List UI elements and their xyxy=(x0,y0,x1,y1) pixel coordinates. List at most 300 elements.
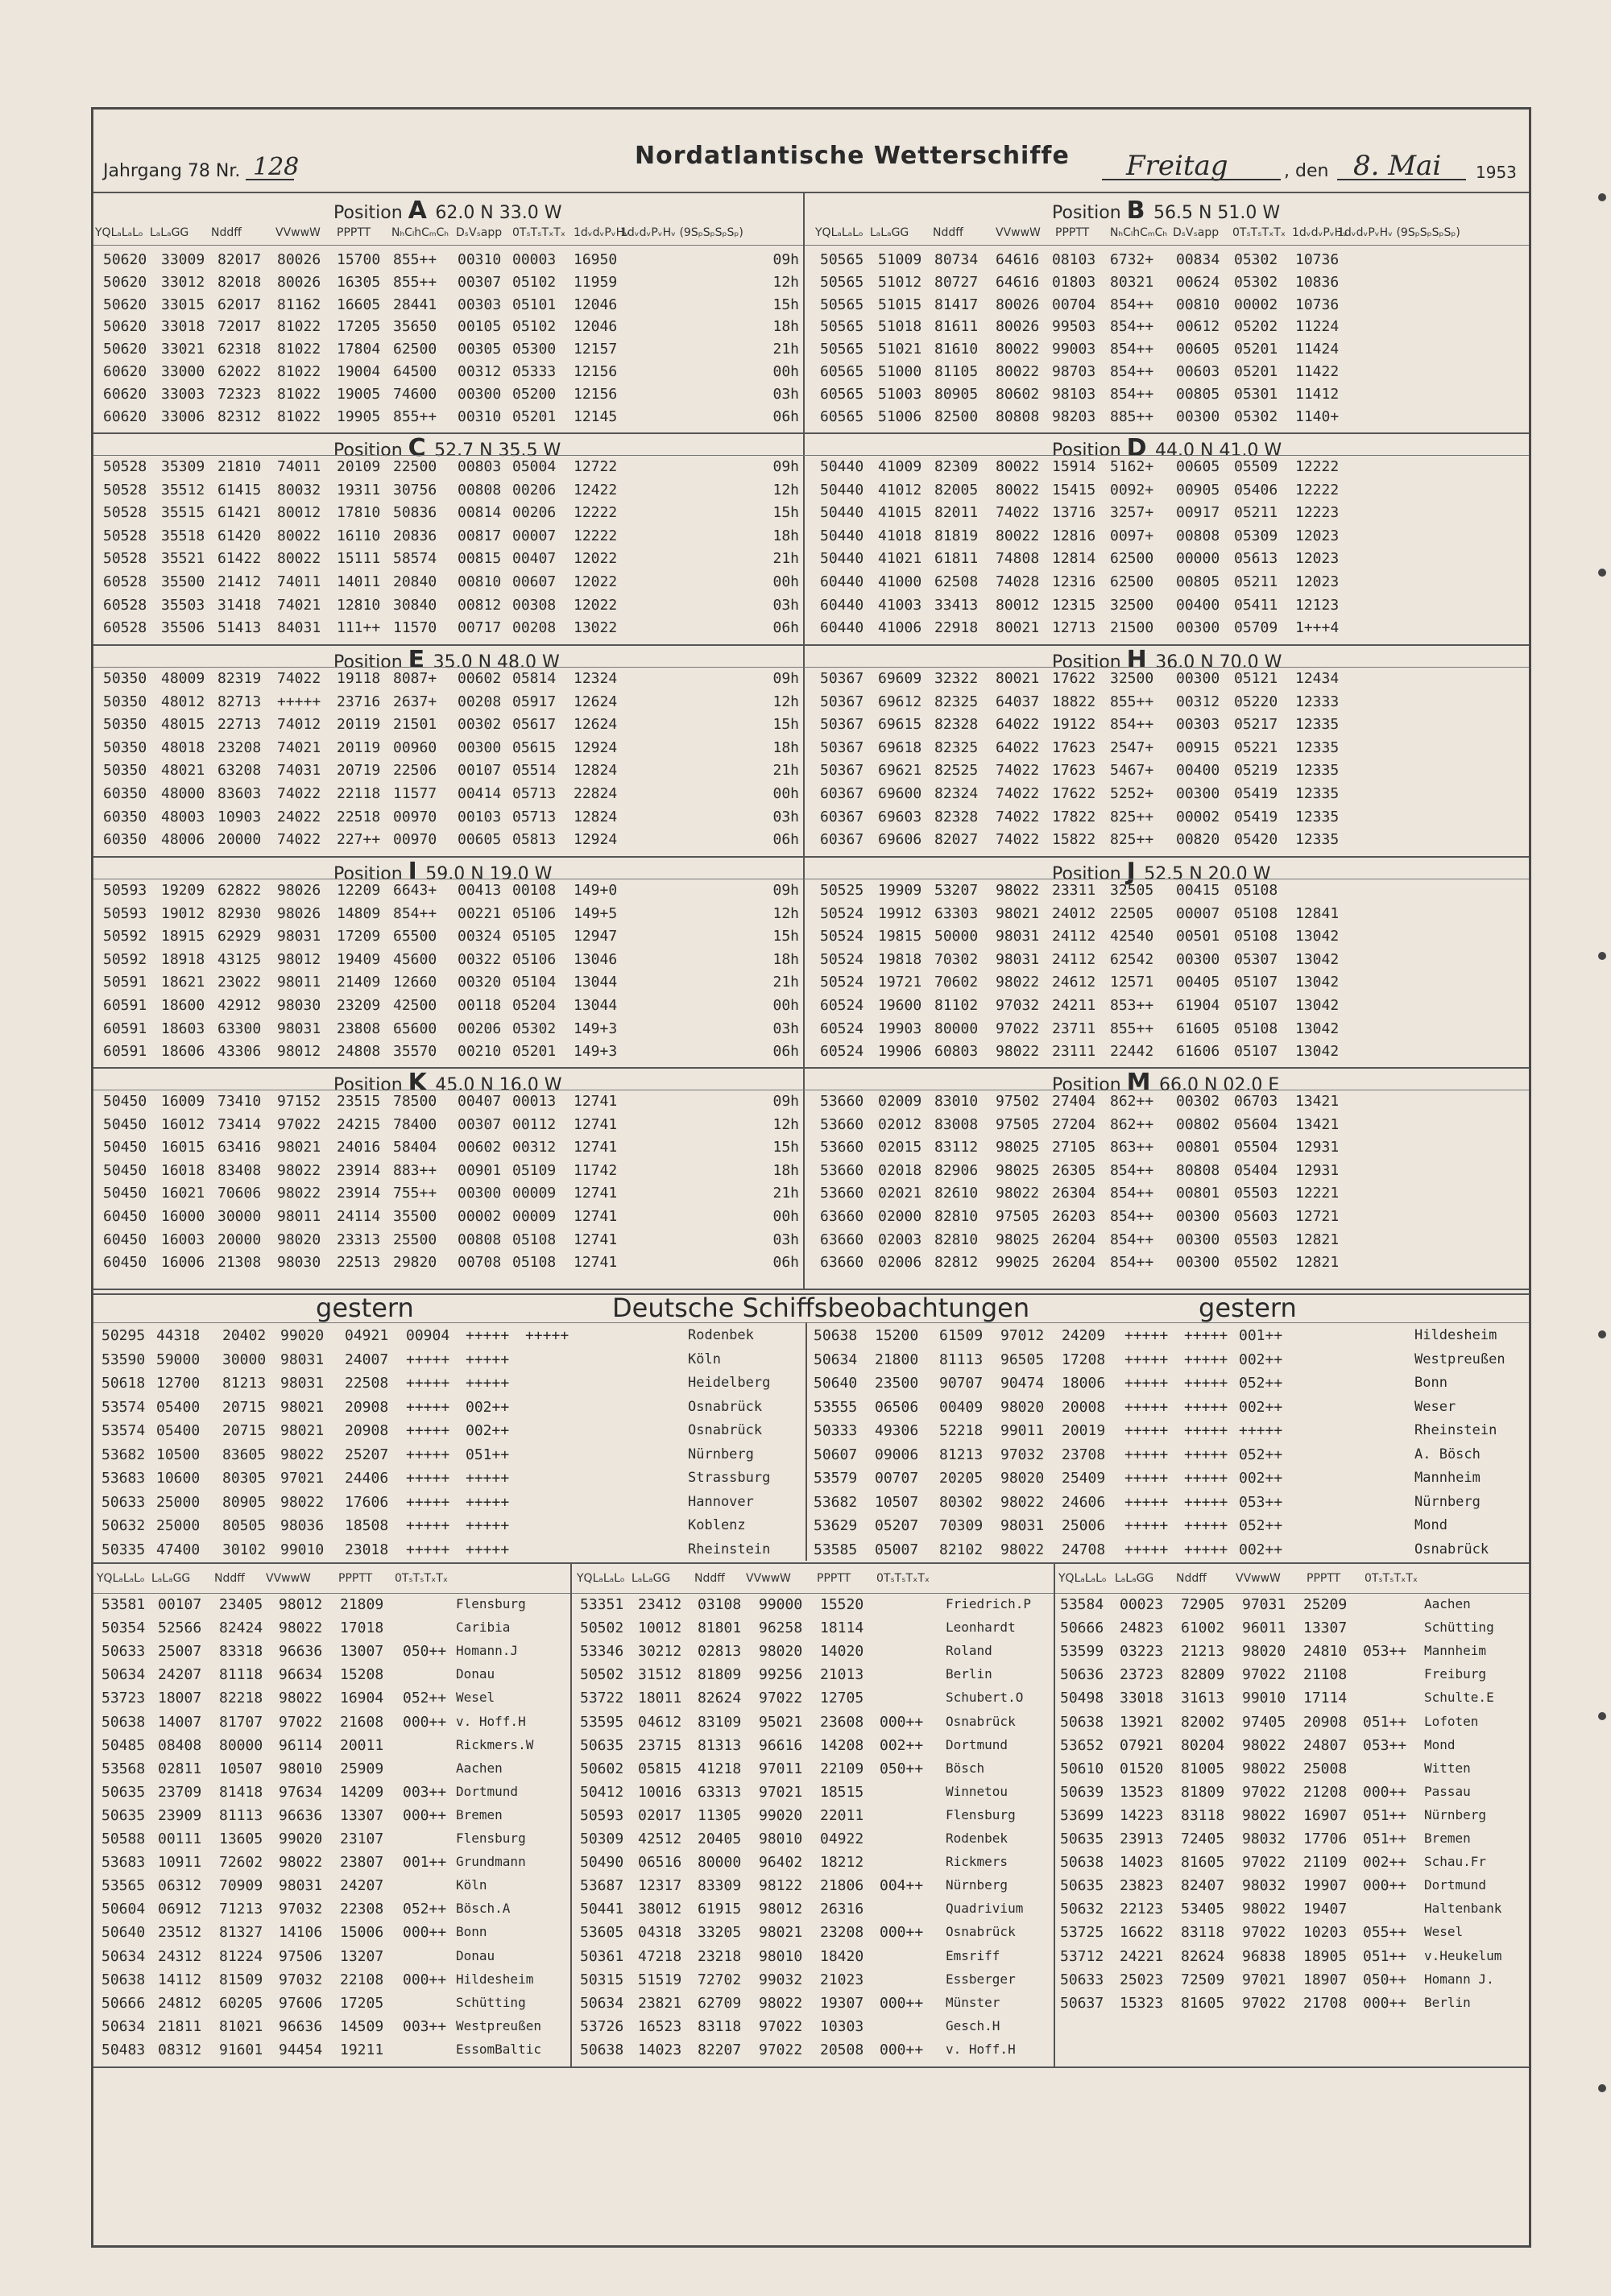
data-cell: 98022 xyxy=(996,1185,1040,1202)
german-cell: 052++ xyxy=(1239,1517,1283,1534)
bottom-cell: 50666 xyxy=(1060,1620,1104,1637)
german-cell: +++++ xyxy=(406,1541,450,1558)
data-cell: 82325 xyxy=(934,693,979,710)
bottom-cell: 97022 xyxy=(759,2041,803,2058)
data-cell: 60367 xyxy=(820,808,864,825)
position-letter: H xyxy=(1126,646,1156,674)
position-label: Position xyxy=(1052,652,1127,672)
data-cell: 05202 xyxy=(1234,318,1278,336)
bottom-cell: 97022 xyxy=(1242,1783,1286,1801)
bottom-cell: 23512 xyxy=(158,1924,202,1942)
data-cell: 80022 xyxy=(996,481,1040,499)
bottom-cell: 10507 xyxy=(219,1760,263,1777)
position-coords: 52.5 N 20.0 W xyxy=(1144,864,1271,884)
bottom-cell: 20011 xyxy=(340,1736,384,1754)
data-cell: 22918 xyxy=(934,619,979,637)
data-cell: 24112 xyxy=(1052,950,1096,968)
data-cell: 00810 xyxy=(1176,296,1220,313)
data-cell: 16021 xyxy=(161,1185,205,1202)
data-cell: 50367 xyxy=(820,762,864,780)
col-header-left: Nddff xyxy=(211,226,242,239)
data-cell: 12315 xyxy=(1052,596,1096,614)
german-cell: Köln xyxy=(688,1351,721,1367)
data-cell: 14809 xyxy=(337,904,381,922)
observation-time: 18h xyxy=(772,318,799,336)
german-cell: 90707 xyxy=(939,1375,984,1392)
data-cell: 05106 xyxy=(512,904,557,922)
data-cell: 12660 xyxy=(393,974,437,991)
data-cell: 05102 xyxy=(512,318,557,336)
bottom-cell: 000++ xyxy=(880,1994,924,2012)
bottom-cell: Schulte.E xyxy=(1424,1690,1494,1706)
col-header-right: VVwwW xyxy=(996,226,1041,239)
data-cell: 05509 xyxy=(1234,458,1278,475)
data-cell: 05307 xyxy=(1234,950,1278,968)
data-cell: 18621 xyxy=(161,974,205,991)
data-cell: 98021 xyxy=(277,1139,321,1156)
data-cell: 00300 xyxy=(1176,1254,1220,1272)
data-cell: 74031 xyxy=(277,762,321,780)
data-cell: 5162+ xyxy=(1110,458,1154,475)
bottom-cell: 18114 xyxy=(820,1620,864,1637)
bottom-cell: 04922 xyxy=(820,1831,864,1847)
data-cell: 98011 xyxy=(277,974,321,991)
bottom-cell: Schütting xyxy=(1424,1620,1494,1636)
bottom-cell: Donau xyxy=(456,1666,495,1682)
german-cell: 10600 xyxy=(156,1470,201,1487)
data-cell: 98020 xyxy=(277,1231,321,1248)
data-cell: 854++ xyxy=(1110,1254,1154,1272)
data-cell: 00414 xyxy=(458,785,502,802)
data-cell: 00206 xyxy=(512,481,557,499)
data-cell: 22500 xyxy=(393,458,437,475)
bottom-cell: 15520 xyxy=(820,1596,864,1613)
data-cell: 11422 xyxy=(1295,363,1340,380)
data-cell: 13042 xyxy=(1295,950,1340,968)
data-cell: 21412 xyxy=(217,573,262,590)
bottom-cell: 21213 xyxy=(1181,1643,1225,1661)
data-cell: 98025 xyxy=(996,1161,1040,1179)
data-cell: 74021 xyxy=(277,596,321,614)
bottom-cell: Freiburg xyxy=(1424,1666,1487,1682)
bottom-cell: 000++ xyxy=(880,1924,924,1942)
data-cell: 24022 xyxy=(277,808,321,825)
data-cell: 854++ xyxy=(1110,1161,1154,1179)
data-cell: 17822 xyxy=(1052,808,1096,825)
data-cell: 50565 xyxy=(820,318,864,336)
data-cell: 22713 xyxy=(217,716,262,734)
data-cell: 01803 xyxy=(1052,273,1096,291)
bottom-cell: 97032 xyxy=(279,1901,323,1918)
data-cell: 32500 xyxy=(1110,670,1154,687)
data-cell: 22513 xyxy=(337,1254,381,1272)
data-cell: 17209 xyxy=(337,928,381,945)
bottom-cell: 50412 xyxy=(580,1783,624,1801)
data-cell: 62542 xyxy=(1110,950,1154,968)
bottom-cell: 53712 xyxy=(1060,1947,1104,1965)
german-cell: +++++ xyxy=(1124,1375,1169,1392)
bottom-cell: 20508 xyxy=(820,2041,864,2058)
data-cell: 12721 xyxy=(1295,1208,1340,1225)
data-cell: 82525 xyxy=(934,762,979,780)
data-cell: 12824 xyxy=(574,762,618,780)
data-cell: 82906 xyxy=(934,1161,979,1179)
data-cell: 50591 xyxy=(103,974,147,991)
data-cell: 60528 xyxy=(103,619,147,637)
bottom-cell: 050++ xyxy=(1363,1971,1407,1988)
data-cell: 12947 xyxy=(574,928,618,945)
bottom-cell: 63313 xyxy=(698,1783,742,1801)
data-cell: 51015 xyxy=(878,296,922,313)
data-cell: 50528 xyxy=(103,504,147,522)
data-cell: 05201 xyxy=(1234,341,1278,358)
bottom-cell: 97022 xyxy=(1242,1666,1286,1684)
data-cell: 12023 xyxy=(1295,527,1340,544)
data-cell: 97022 xyxy=(996,1020,1040,1037)
german-cell: 98022 xyxy=(280,1493,325,1511)
bottom-cell: 50502 xyxy=(580,1620,624,1637)
german-cell: 00707 xyxy=(875,1470,919,1487)
data-cell: 12931 xyxy=(1295,1161,1340,1179)
data-cell: 80012 xyxy=(277,504,321,522)
data-cell: 82005 xyxy=(934,481,979,499)
data-cell: 50440 xyxy=(820,481,864,499)
bottom-cell: 24823 xyxy=(1120,1620,1164,1637)
data-cell: 11224 xyxy=(1295,318,1340,336)
german-cell: +++++ xyxy=(466,1470,510,1487)
data-cell: 00308 xyxy=(512,596,557,614)
data-cell: 00210 xyxy=(458,1043,502,1061)
data-cell: 50565 xyxy=(820,341,864,358)
bottom-cell: 19211 xyxy=(340,2041,384,2058)
bottom-cell: 14112 xyxy=(158,1971,202,1988)
bottom-cell: 03223 xyxy=(1120,1643,1164,1661)
bottom-cell: 052++ xyxy=(403,1690,447,1707)
bottom-cell: 22108 xyxy=(340,1971,384,1988)
data-cell: 05615 xyxy=(512,738,557,756)
bottom-cell: v. Hoff.H xyxy=(946,2041,1016,2057)
data-cell: 60450 xyxy=(103,1254,147,1272)
data-cell: 81610 xyxy=(934,341,979,358)
data-cell: 00300 xyxy=(458,738,502,756)
data-cell: 12722 xyxy=(574,458,618,475)
position-letter: I xyxy=(408,858,426,886)
data-cell: 18600 xyxy=(161,997,205,1014)
bottom-cell: 98022 xyxy=(1242,1760,1286,1777)
bottom-col-header: VVwwW xyxy=(266,1572,311,1585)
bottom-cell: Essberger xyxy=(946,1971,1016,1987)
data-cell: 00007 xyxy=(1176,904,1220,922)
data-cell: 48012 xyxy=(161,693,205,710)
bottom-cell: 81605 xyxy=(1181,1994,1225,2012)
data-cell: 24612 xyxy=(1052,974,1096,991)
data-cell: 00917 xyxy=(1176,504,1220,522)
data-cell: 05302 xyxy=(1234,407,1278,425)
data-cell: 35500 xyxy=(393,1208,437,1225)
bottom-cell: Dortmund xyxy=(946,1736,1008,1752)
position-coords: 44.0 N 41.0 W xyxy=(1155,441,1282,461)
german-cell: 15200 xyxy=(875,1327,919,1344)
bottom-cell: 10203 xyxy=(1303,1924,1348,1942)
bottom-cell: 06912 xyxy=(158,1901,202,1918)
bottom-cell: 96634 xyxy=(279,1666,323,1684)
data-cell: 05121 xyxy=(1234,670,1278,687)
rule-title-under xyxy=(93,455,1529,456)
data-cell: 12046 xyxy=(574,296,618,313)
position-label: Position xyxy=(333,441,408,461)
data-cell: 00817 xyxy=(458,527,502,544)
data-cell: 80905 xyxy=(934,385,979,403)
german-cell: 50633 xyxy=(101,1493,146,1511)
german-cell: 20908 xyxy=(345,1422,389,1439)
data-cell: 12741 xyxy=(574,1093,618,1110)
bottom-cell: 33205 xyxy=(698,1924,742,1942)
bottom-cell: 25209 xyxy=(1303,1596,1348,1613)
bottom-cell: Rickmers.W xyxy=(456,1736,534,1752)
bottom-cell: 81005 xyxy=(1181,1760,1225,1777)
bottom-col-header: Nddff xyxy=(694,1572,725,1585)
data-cell: 12222 xyxy=(574,504,618,522)
german-cell: 22508 xyxy=(345,1375,389,1392)
data-cell: 02009 xyxy=(878,1093,922,1110)
german-cell: +++++ xyxy=(1184,1446,1228,1463)
data-cell: 80022 xyxy=(277,527,321,544)
bottom-cell: 97022 xyxy=(1242,1994,1286,2012)
data-cell: 19012 xyxy=(161,904,205,922)
bottom-cell: 97021 xyxy=(759,1783,803,1801)
col-header-right: NₕCₗhCₘCₕ xyxy=(1110,226,1168,239)
data-cell: 27404 xyxy=(1052,1093,1096,1110)
data-cell: 50620 xyxy=(103,251,147,268)
data-cell: 05709 xyxy=(1234,619,1278,637)
col-header-left: DₛVₛapp xyxy=(456,226,503,239)
data-cell: 29820 xyxy=(393,1254,437,1272)
german-cell: 97021 xyxy=(280,1470,325,1487)
data-cell: 60620 xyxy=(103,363,147,380)
german-cell: 051++ xyxy=(466,1446,510,1463)
data-cell: 00324 xyxy=(458,928,502,945)
data-cell: 00901 xyxy=(458,1161,502,1179)
data-cell: 50367 xyxy=(820,716,864,734)
data-cell: 53207 xyxy=(934,882,979,899)
data-cell: 72323 xyxy=(217,385,262,403)
data-cell: 00820 xyxy=(1176,831,1220,849)
data-cell: 50440 xyxy=(820,504,864,522)
data-cell: 60620 xyxy=(103,385,147,403)
data-cell: 30840 xyxy=(393,596,437,614)
german-cell: +++++ xyxy=(1124,1470,1169,1487)
data-cell: 22518 xyxy=(337,808,381,825)
data-cell: 82930 xyxy=(217,904,262,922)
data-cell: 50565 xyxy=(820,251,864,268)
bottom-cell: Wesel xyxy=(456,1690,495,1706)
data-cell: 35506 xyxy=(161,619,205,637)
bottom-col-header: PPPTT xyxy=(338,1572,373,1585)
data-cell: 15822 xyxy=(1052,831,1096,849)
data-cell: 26204 xyxy=(1052,1254,1096,1272)
data-cell: 19118 xyxy=(337,670,381,687)
bottom-cell: 24812 xyxy=(158,1994,202,2012)
col-header-left: VVwwW xyxy=(275,226,321,239)
data-cell: 12335 xyxy=(1295,785,1340,802)
data-cell: 30756 xyxy=(393,481,437,499)
data-cell: 19815 xyxy=(878,928,922,945)
data-cell: 13046 xyxy=(574,950,618,968)
data-cell: 69606 xyxy=(878,831,922,849)
bottom-cell: 50638 xyxy=(1060,1713,1104,1731)
data-cell: 12810 xyxy=(337,596,381,614)
data-cell: 00310 xyxy=(458,251,502,268)
data-cell: 16000 xyxy=(161,1208,205,1225)
data-cell: 64022 xyxy=(996,716,1040,734)
data-cell: 35512 xyxy=(161,481,205,499)
bottom-cell: 50638 xyxy=(101,1971,146,1988)
data-cell: 05613 xyxy=(1234,550,1278,568)
german-cell: 83605 xyxy=(222,1446,267,1463)
bottom-cell: 10303 xyxy=(820,2017,864,2035)
bottom-cell: 97606 xyxy=(279,1994,323,2012)
data-cell: 98030 xyxy=(277,997,321,1014)
col-header-right: YQLₐLₐLₒ xyxy=(815,226,863,239)
bottom-cell: 81021 xyxy=(219,2017,263,2035)
data-cell: 12434 xyxy=(1295,670,1340,687)
bottom-cell: 31512 xyxy=(638,1666,682,1684)
german-cell: 52218 xyxy=(939,1422,984,1439)
bottom-cell: 02017 xyxy=(638,1806,682,1824)
bottom-cell: 70909 xyxy=(219,1877,263,1895)
bottom-cell: 99020 xyxy=(759,1806,803,1824)
german-cell: 23500 xyxy=(875,1375,919,1392)
data-cell: 02015 xyxy=(878,1139,922,1156)
observation-time: 15h xyxy=(772,504,799,522)
data-cell: 12209 xyxy=(337,882,381,899)
center-divider xyxy=(803,432,805,644)
bottom-cell: Mannheim xyxy=(1424,1643,1487,1659)
bottom-cell: 53346 xyxy=(580,1643,624,1661)
bottom-cell: 96258 xyxy=(759,1620,803,1637)
data-cell: 61420 xyxy=(217,527,262,544)
data-cell: 00805 xyxy=(1176,573,1220,590)
data-cell: 74012 xyxy=(277,716,321,734)
data-cell: 2547+ xyxy=(1110,738,1154,756)
bottom-cell: 96402 xyxy=(759,1854,803,1872)
observation-time: 09h xyxy=(772,670,799,687)
data-cell: 12022 xyxy=(574,596,618,614)
gestern-right: gestern xyxy=(1199,1293,1297,1323)
bottom-cell: 13307 xyxy=(340,1806,384,1824)
data-cell: 00009 xyxy=(512,1208,557,1225)
data-cell: 00000 xyxy=(1176,550,1220,568)
data-cell: 48000 xyxy=(161,785,205,802)
bottom-cell: Donau xyxy=(456,1947,495,1963)
data-cell: 82328 xyxy=(934,716,979,734)
data-cell: 74011 xyxy=(277,458,321,475)
data-cell: 00307 xyxy=(458,273,502,291)
bottom-cell: 21208 xyxy=(1303,1783,1348,1801)
data-cell: 80602 xyxy=(996,385,1040,403)
data-cell: 50450 xyxy=(103,1093,147,1110)
bottom-cell: 002++ xyxy=(880,1736,924,1754)
data-cell: 149+3 xyxy=(574,1020,618,1037)
data-cell: 855++ xyxy=(1110,1020,1154,1037)
data-cell: 05201 xyxy=(1234,363,1278,380)
position-letter: E xyxy=(408,646,433,674)
bottom-cell: Witten xyxy=(1424,1760,1471,1776)
bottom-cell: 000++ xyxy=(1363,1877,1407,1895)
german-cell: +++++ xyxy=(1184,1470,1228,1487)
bottom-cell: 97031 xyxy=(1242,1596,1286,1613)
bottom-cell: 23909 xyxy=(158,1806,202,1824)
data-cell: 23022 xyxy=(217,974,262,991)
german-cell: 002++ xyxy=(1239,1470,1283,1487)
data-cell: 80734 xyxy=(934,251,979,268)
data-cell: 05411 xyxy=(1234,596,1278,614)
data-cell: 18915 xyxy=(161,928,205,945)
position-title-right xyxy=(1052,197,1280,225)
bottom-cell: 051++ xyxy=(1363,1713,1407,1731)
german-cell: +++++ xyxy=(1124,1327,1169,1344)
data-cell: 17622 xyxy=(1052,785,1096,802)
bottom-cell: 50604 xyxy=(101,1901,146,1918)
data-cell: 35309 xyxy=(161,458,205,475)
data-cell: 5467+ xyxy=(1110,762,1154,780)
bottom-cell: 50634 xyxy=(101,1947,146,1965)
german-cell: 50634 xyxy=(814,1351,858,1368)
data-cell: 00206 xyxy=(512,504,557,522)
data-cell: 1+++4 xyxy=(1295,619,1340,637)
data-cell: 05108 xyxy=(512,1254,557,1272)
bottom-cell: 25023 xyxy=(1120,1971,1164,1988)
data-cell: 12156 xyxy=(574,363,618,380)
bottom-cell: Osnabrück xyxy=(946,1924,1016,1940)
bottom-cell: 51519 xyxy=(638,1971,682,1988)
bottom-cell: 94454 xyxy=(279,2041,323,2058)
data-cell: 5252+ xyxy=(1110,785,1154,802)
data-cell: 12624 xyxy=(574,716,618,734)
observation-time: 12h xyxy=(772,904,799,922)
german-cell: 23018 xyxy=(345,1541,389,1558)
data-cell: 12022 xyxy=(574,573,618,590)
german-cell: +++++ xyxy=(466,1351,510,1368)
position-coords: 35.0 N 48.0 W xyxy=(433,652,560,672)
german-cell: Heidelberg xyxy=(688,1375,771,1391)
data-cell: 13042 xyxy=(1295,1043,1340,1061)
data-cell: 05201 xyxy=(512,407,557,425)
bottom-cell: 96114 xyxy=(279,1736,323,1754)
bottom-cell: 83118 xyxy=(1181,1924,1225,1942)
german-title: Deutsche Schiffsbeobachtungen xyxy=(612,1293,1030,1323)
data-cell: 00960 xyxy=(393,738,437,756)
data-cell: 00810 xyxy=(458,573,502,590)
rule-block-bottom xyxy=(93,432,1529,434)
bottom-cell: Friedrich.P xyxy=(946,1596,1031,1611)
data-cell: 00834 xyxy=(1176,251,1220,268)
bottom-cell: 82624 xyxy=(698,1690,742,1707)
data-cell: 50440 xyxy=(820,550,864,568)
data-cell: 98025 xyxy=(996,1139,1040,1156)
bottom-cell: Dortmund xyxy=(456,1783,519,1799)
data-cell: 61422 xyxy=(217,550,262,568)
data-cell: 61606 xyxy=(1176,1043,1220,1061)
data-cell: 23313 xyxy=(337,1231,381,1248)
data-cell: 98022 xyxy=(996,1043,1040,1061)
german-cell: Osnabrück xyxy=(688,1398,763,1415)
german-cell: +++++ xyxy=(406,1422,450,1439)
bottom-cell: 50588 xyxy=(101,1831,146,1847)
data-cell: 83010 xyxy=(934,1093,979,1110)
data-cell: 78500 xyxy=(393,1093,437,1110)
data-cell: 855++ xyxy=(393,251,437,268)
